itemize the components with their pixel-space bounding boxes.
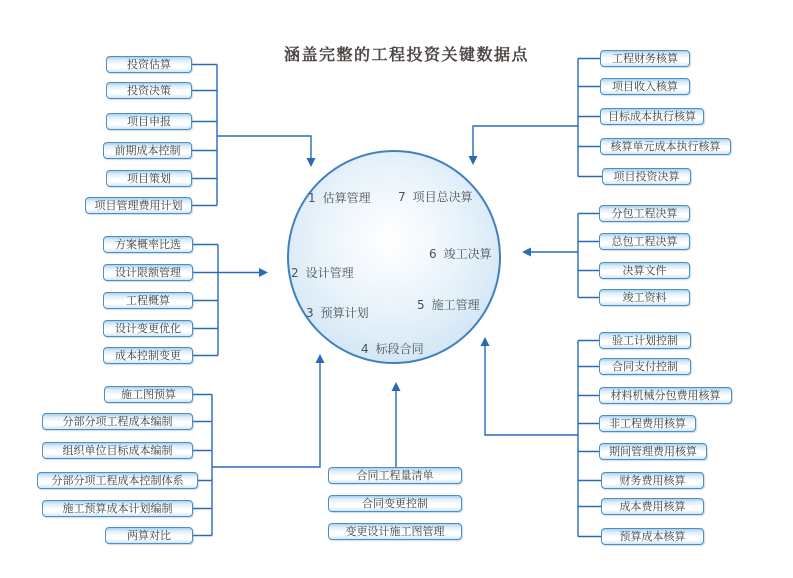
flow-node: 项目收入核算	[600, 78, 690, 95]
phase-label-2	[291, 264, 354, 281]
flow-node: 施工图预算	[104, 386, 193, 403]
arrow-up-icon	[481, 337, 490, 346]
phase-label-6	[429, 245, 492, 262]
flow-node: 目标成本执行核算	[600, 108, 704, 125]
flow-node: 决算文件	[599, 262, 690, 279]
phase-label-5	[417, 296, 480, 313]
phase-name: 竣工决算	[443, 247, 492, 261]
arrow-left-icon	[522, 248, 531, 257]
arrow-right-icon	[259, 268, 268, 277]
phase-name: 标段合同	[375, 342, 424, 356]
phase-label-1	[308, 189, 371, 206]
flow-node: 两算对比	[105, 527, 193, 544]
diagram-title: 涵盖完整的工程投资关键数据点	[284, 45, 530, 64]
phase-label-7	[398, 188, 473, 205]
phase-number: 6	[429, 247, 437, 261]
phase-name: 估算管理	[322, 191, 371, 205]
flow-node: 总包工程决算	[599, 233, 690, 250]
phase-label-3	[306, 304, 369, 321]
flow-node: 变更设计施工图管理	[328, 523, 462, 540]
flow-node: 设计限额管理	[103, 264, 193, 281]
flow-node: 合同变更控制	[328, 495, 462, 512]
flow-node: 前期成本控制	[103, 142, 192, 159]
flow-node: 合同支付控制	[599, 358, 691, 375]
flow-node: 期间管理费用核算	[599, 443, 707, 460]
flow-node: 验工计划控制	[599, 332, 691, 349]
flow-node: 预算成本核算	[601, 528, 704, 545]
flow-node: 设计变更优化	[103, 320, 193, 337]
connector-mid-right	[531, 214, 599, 298]
connector-bottom-right	[485, 341, 601, 537]
phase-number: 1	[308, 191, 316, 205]
flow-node: 竣工资料	[599, 289, 690, 306]
flow-node: 财务费用核算	[601, 472, 704, 489]
connector-top-left	[192, 65, 311, 206]
flow-node: 核算单元成本执行核算	[600, 138, 731, 155]
flow-node: 项目管理费用计划	[85, 197, 192, 214]
flow-node: 方案概率比选	[103, 236, 193, 253]
phase-number: 7	[398, 190, 406, 204]
flow-node: 工程概算	[103, 292, 193, 309]
arrow-up-icon	[316, 354, 325, 363]
flow-node: 施工预算成本计划编制	[42, 500, 193, 517]
phase-number: 2	[291, 266, 299, 280]
flow-node: 分包工程决算	[599, 205, 690, 222]
phase-number: 3	[306, 306, 314, 320]
flow-node: 成本费用核算	[601, 498, 704, 515]
phase-number: 5	[417, 298, 425, 312]
phase-name: 项目总决算	[412, 190, 473, 204]
flow-node: 项目策划	[106, 170, 192, 187]
flow-node: 合同工程量清单	[328, 467, 462, 484]
connector-mid-left	[193, 245, 259, 356]
flow-node: 成本控制变更	[103, 347, 193, 364]
flow-node: 分部分项工程成本编制	[42, 413, 193, 430]
flow-node: 组织单位目标成本编制	[42, 442, 193, 459]
connector-bottom-left	[193, 363, 320, 536]
phase-label-4	[361, 340, 424, 357]
flow-node: 材料机械分包费用核算	[599, 387, 732, 404]
connector-top-right	[473, 59, 602, 177]
phase-name: 施工管理	[431, 298, 480, 312]
flow-node: 项目投资决算	[602, 168, 691, 185]
flow-node: 非工程费用核算	[599, 415, 696, 432]
phase-number: 4	[361, 342, 369, 356]
flow-node: 分部分项工程成本控制体系	[37, 472, 198, 489]
flow-node: 工程财务核算	[600, 50, 690, 67]
phase-name: 设计管理	[305, 266, 354, 280]
flow-node: 项目申报	[106, 113, 192, 130]
arrow-down-icon	[307, 158, 316, 167]
flow-node: 投资决策	[106, 82, 192, 99]
phase-name: 预算计划	[320, 306, 369, 320]
arrow-down-icon	[469, 156, 478, 165]
arrow-up-icon	[392, 382, 401, 391]
flow-node: 投资估算	[106, 56, 192, 73]
